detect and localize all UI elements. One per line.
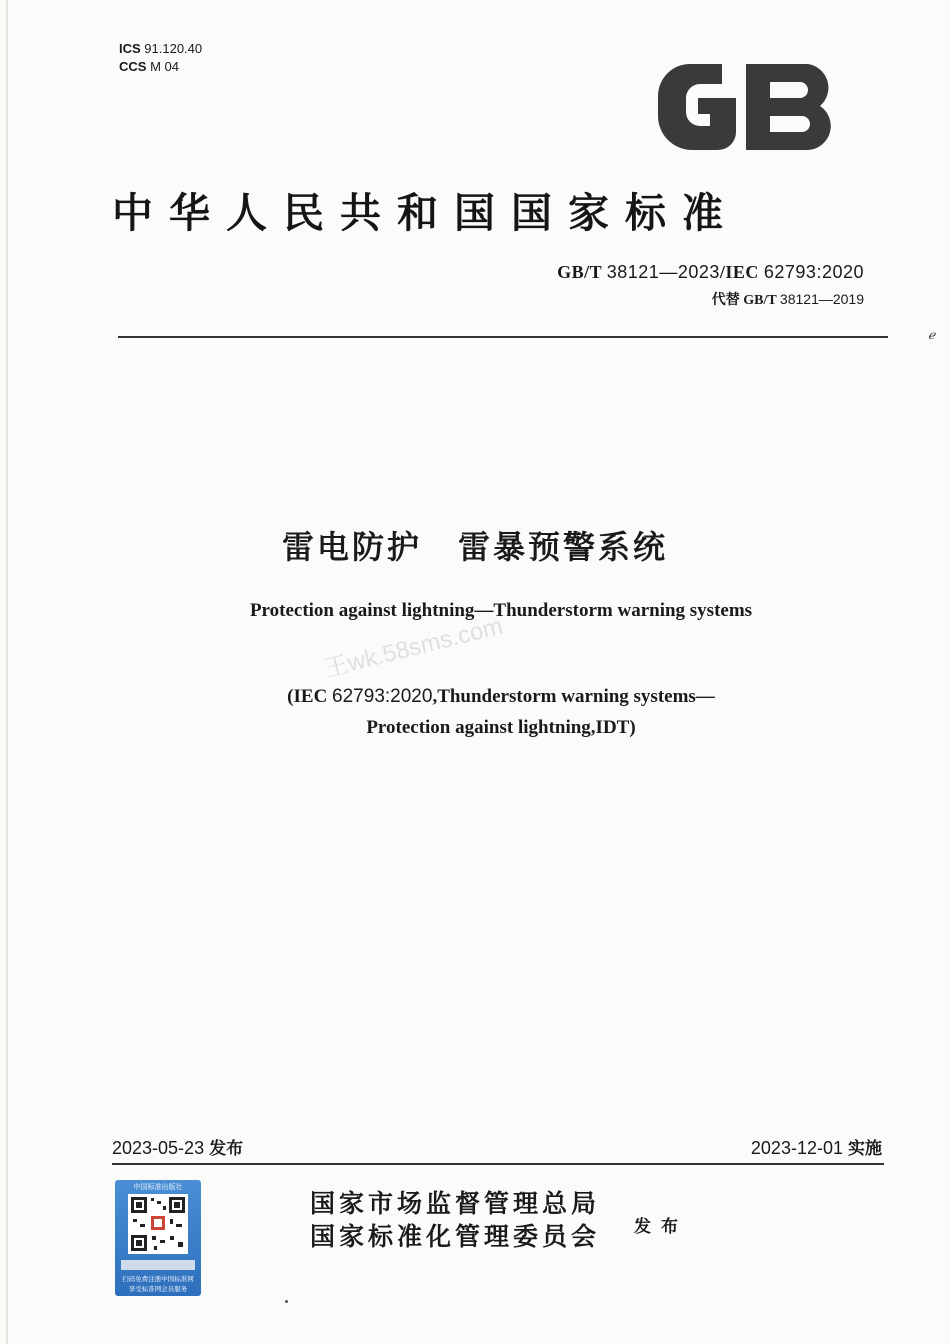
iec-number: 62793:2020 <box>763 262 864 282</box>
badge-caption2: 享受标准网会员服务 <box>128 1285 188 1293</box>
implementation-date <box>751 1134 882 1159</box>
iec-ref-rest: ,Thunderstorm warning systems— <box>432 686 715 707</box>
iec-ref-open: (IEC <box>287 686 328 707</box>
ccs-value: M 04 <box>150 59 179 74</box>
footer-divider <box>112 1163 884 1165</box>
watermark: 王wk.58sms.com <box>321 612 506 683</box>
issuer-sac: 国家标准化管理委员会 <box>310 1222 601 1251</box>
classification-codes <box>119 40 202 76</box>
qr-code-icon <box>128 1194 188 1254</box>
badge-header: 中国标准出版社 <box>133 1183 183 1191</box>
chinese-title-part2: 雷暴预警系统 <box>458 528 669 566</box>
english-title: Protection against lightning—Thunderstorm warning systems <box>249 600 753 621</box>
issue-date-value: 2023-05-23 <box>112 1138 205 1158</box>
badge-serial-strip <box>121 1260 195 1270</box>
badge-caption1: 扫码免费注册中国标准网 <box>122 1275 194 1283</box>
code-prefix: GB/T <box>557 262 602 282</box>
iec-ref-number: 62793:2020 <box>332 686 433 707</box>
page-edge <box>6 0 8 1344</box>
replaces-prefix: GB/T <box>743 293 777 308</box>
impl-date-label: 实施 <box>848 1139 882 1159</box>
code-number: 38121—2023 <box>606 262 720 282</box>
standard-code-block <box>557 262 864 309</box>
ics-code <box>119 40 202 58</box>
ics-value: 91.120.40 <box>144 41 203 56</box>
issue-date <box>112 1134 243 1159</box>
iec-reference-line2: Protection against lightning,IDT) <box>366 717 636 738</box>
replaces-number: 38121—2019 <box>779 291 864 307</box>
standard-type-title: 中华人民共和国国家标准 <box>112 189 739 237</box>
scan-dot <box>285 1300 288 1303</box>
ics-label: ICS <box>119 41 141 56</box>
issue-word: 发布 <box>634 1217 688 1237</box>
chinese-title-part1: 雷电防护 <box>281 528 422 566</box>
issuer-samr: 国家市场监督管理总局 <box>310 1189 601 1218</box>
header-divider <box>118 336 888 338</box>
standard-code <box>557 262 864 283</box>
iec-reference-line1 <box>0 686 950 708</box>
impl-date-value: 2023-12-01 <box>750 1138 843 1158</box>
iec-prefix: /IEC <box>719 262 759 282</box>
qr-code-badge[interactable] <box>115 1180 201 1296</box>
ccs-label: CCS <box>119 59 147 74</box>
gb-logo <box>650 58 840 152</box>
replaces-line <box>557 289 864 309</box>
scan-speck: ℯ <box>928 328 936 342</box>
replaces-label: 代替 <box>711 293 740 308</box>
ccs-code <box>119 58 202 76</box>
issue-date-label: 发布 <box>209 1139 244 1159</box>
issuing-authorities <box>310 1187 600 1253</box>
chinese-title <box>0 522 950 568</box>
